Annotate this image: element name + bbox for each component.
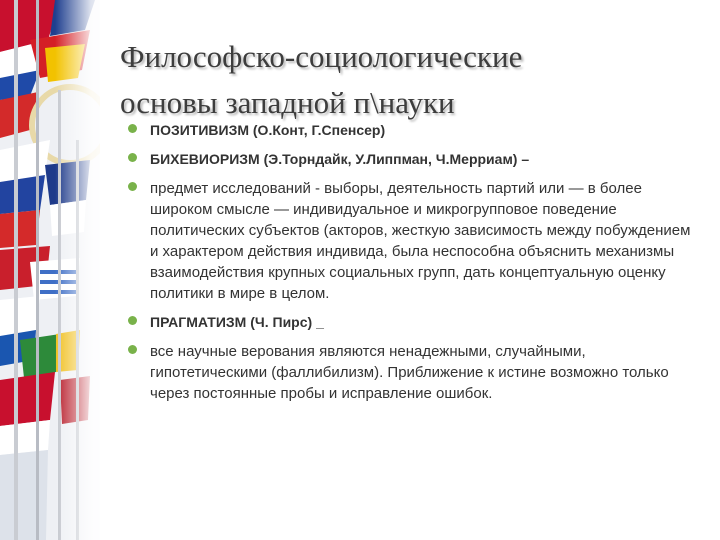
slide-title (120, 34, 700, 126)
bullet-dot (128, 182, 137, 191)
bullet-text: ПОЗИТИВИЗМ (О.Конт, Г.Спенсер) (150, 122, 386, 138)
bullet-text: все научные верования являются ненадежными, случайными, гипотетическими (фаллибилизм). Приближение к истине возможно только через постоянные пробы и исправление ошибок. (150, 343, 669, 402)
bullet-text: БИХЕВИОРИЗМ (Э.Торндайк, У.Липпман, Ч.Мерриам) – (150, 151, 530, 167)
bullet-text: предмет исследований - выборы, деятельность партий или — в более широком смысле — индивидуальное и микрогрупповое поведение политических субъектов (акторов, жесткую зависимость между побуждением и характером действия индивида, была неспособна объяснить механизмы взаимодействия крупных социальных групп, дать концептуальную оценку политики в мире в целом. (150, 180, 691, 302)
bullet-text: ПРАГМАТИЗМ (Ч. Пирс) _ (150, 314, 324, 330)
bullet-item-positivism (128, 120, 698, 141)
bullet-dot (128, 316, 137, 325)
bullet-dot (128, 124, 137, 133)
flags-fade (55, 0, 100, 540)
bullet-dot (128, 345, 137, 354)
bullet-item-pragmatism (128, 312, 698, 333)
flags-decoration (0, 0, 100, 540)
bullet-item-fallibilism (128, 341, 698, 404)
bullet-item-behaviorism (128, 149, 698, 170)
bullet-item-research-subject (128, 178, 698, 304)
title-line-1: Философско-социологические (120, 39, 523, 74)
bullet-dot (128, 153, 137, 162)
bullet-list (128, 120, 698, 412)
title-line-2: основы западной п\науки (120, 85, 455, 120)
